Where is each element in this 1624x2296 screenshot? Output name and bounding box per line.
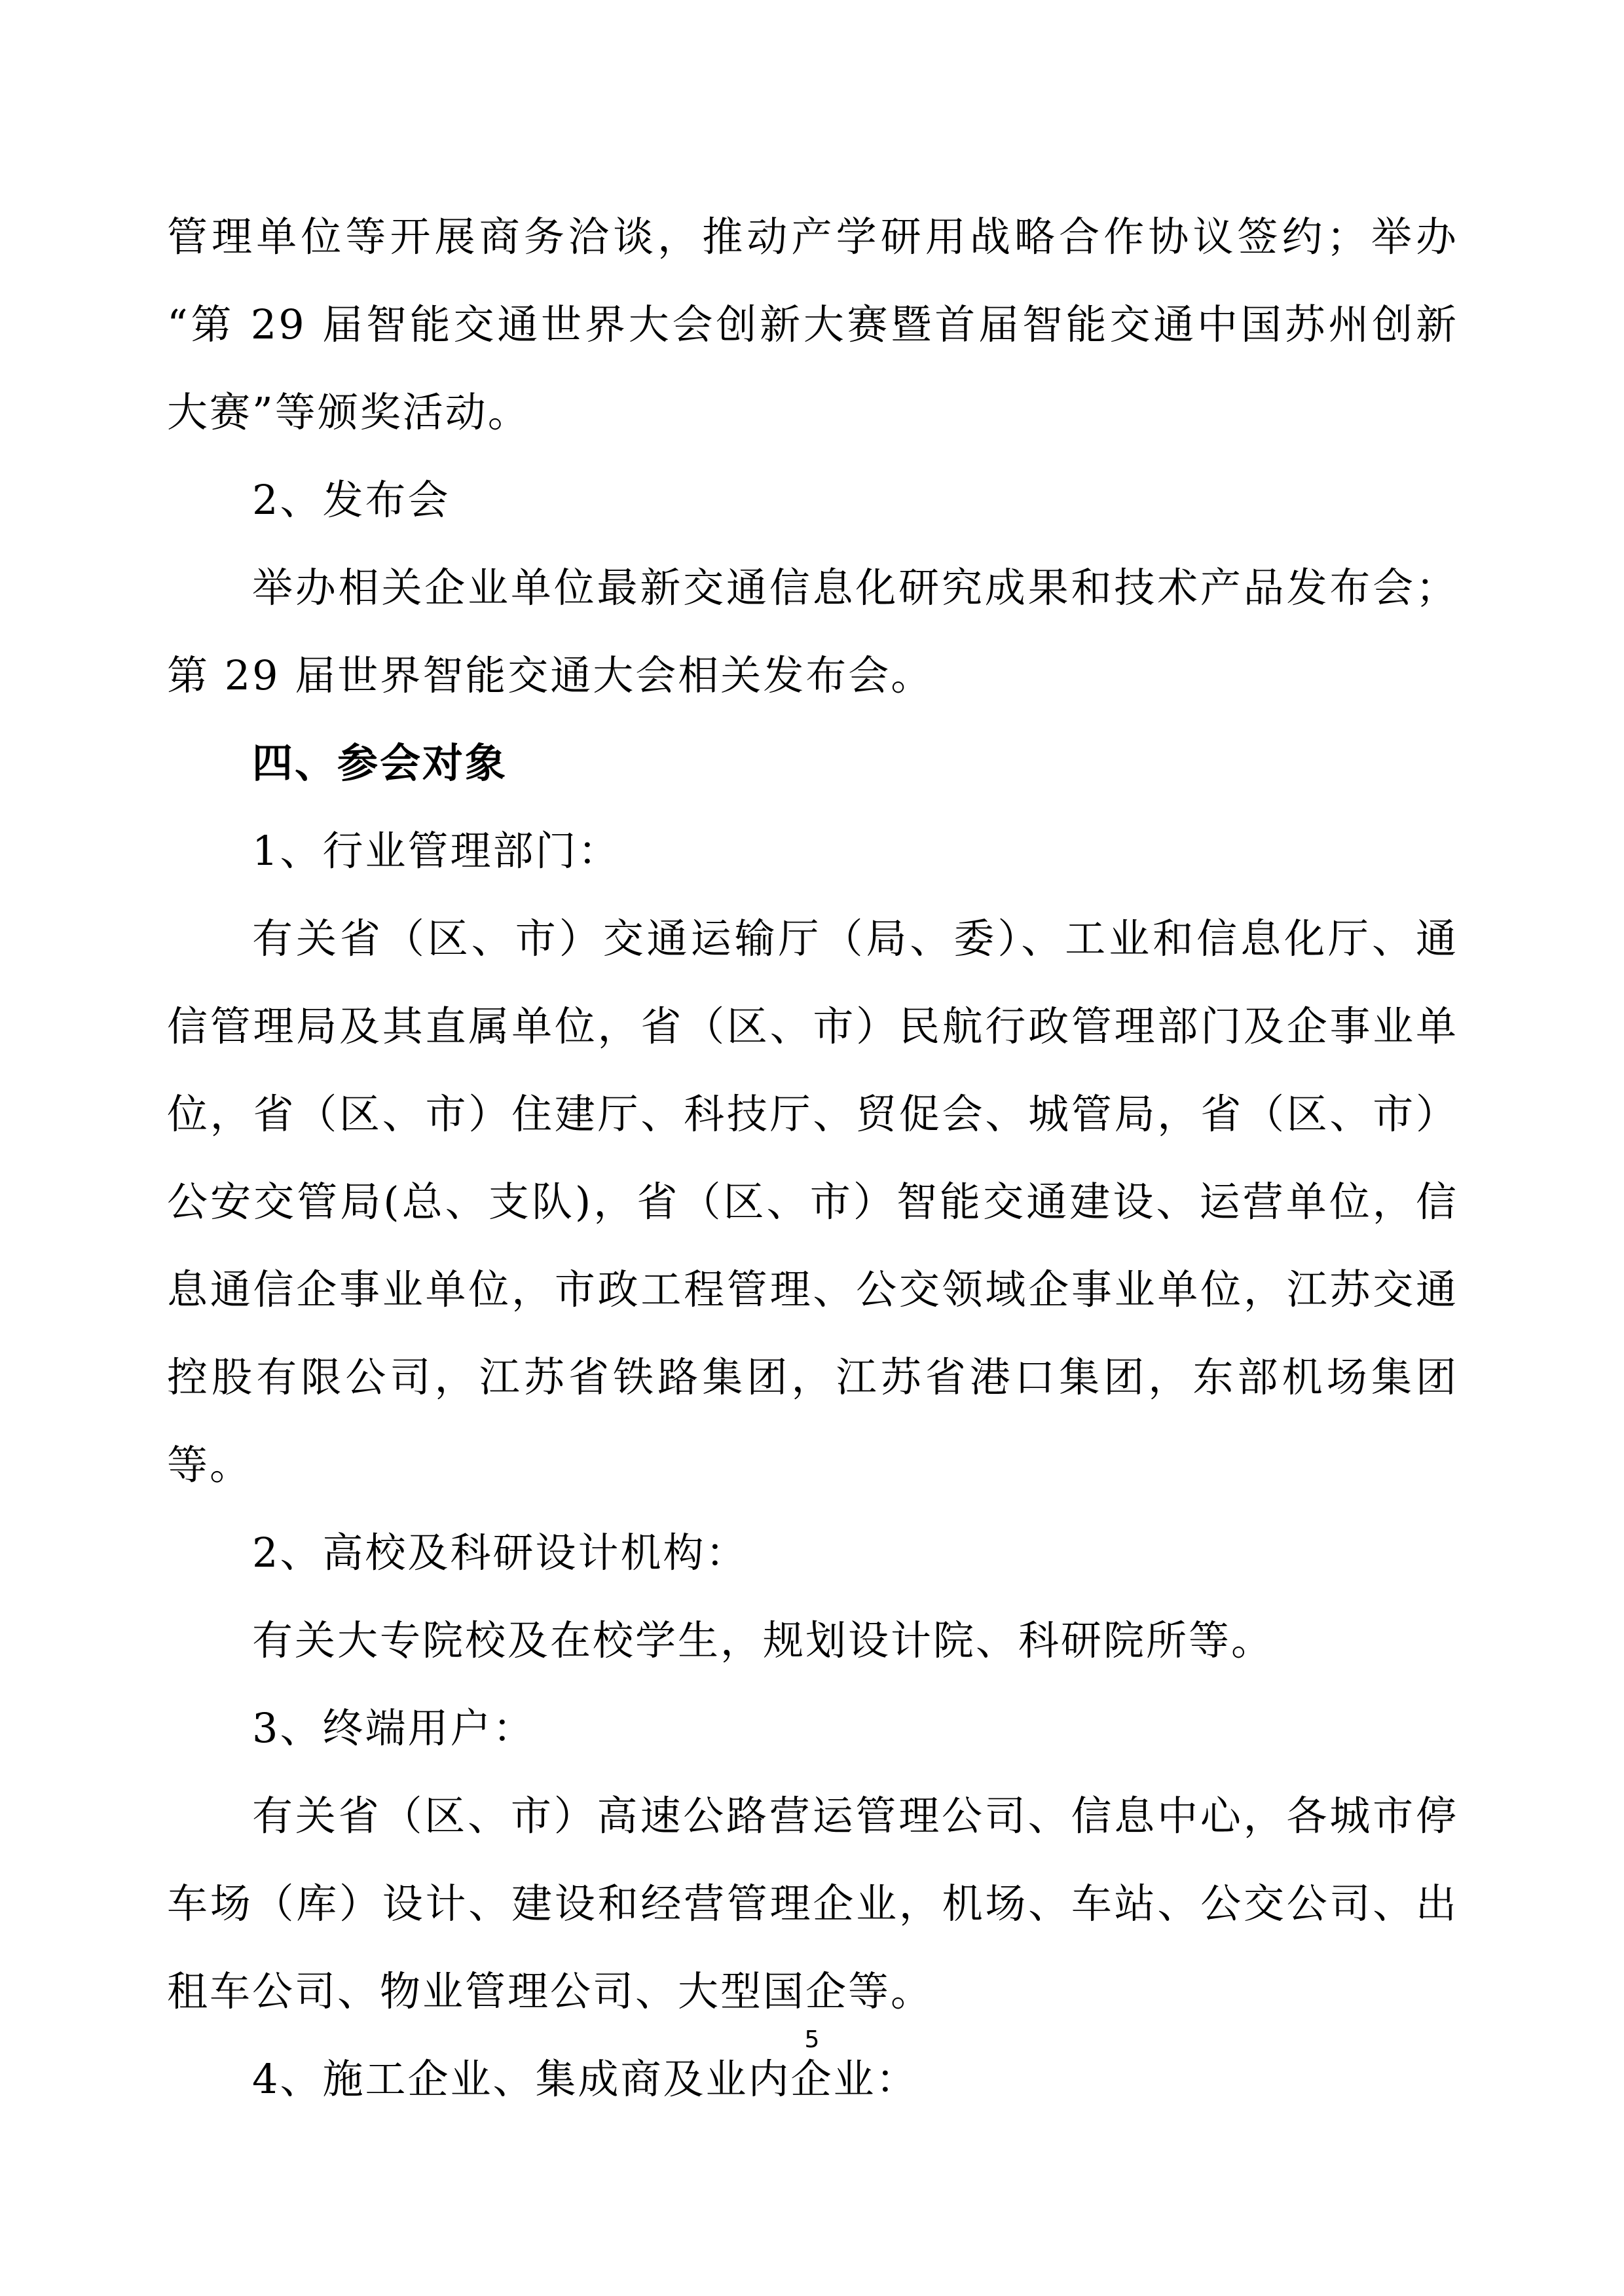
- section-heading: 四、参会对象: [252, 739, 508, 787]
- body-paragraph: 有关省（区、市）高速公路营运管理公司、信息中心，各城市停车场（库）设计、建设和经营管理企业，机场、车站、公交公司、出租车公司、物业管理公司、大型国企等。: [167, 1792, 1458, 2015]
- body-paragraph: 有关大专院校及在校学生，规划设计院、科研院所等。: [252, 1616, 1274, 1664]
- body-paragraph: 4、施工企业、集成商及业内企业：: [252, 2055, 919, 2103]
- body-paragraph: 举办相关企业单位最新交通信息化研究成果和技术产品发布会；第 29 届世界智能交通大会相关发布会。: [167, 564, 1458, 699]
- body-paragraph: 管理单位等开展商务洽谈，推动产学研用战略合作协议签约；举办“第 29 届智能交通世界大会创新大赛暨首届智能交通中国苏州创新大赛”等颁奖活动。: [167, 213, 1458, 436]
- body-paragraph: 2、高校及科研设计机构：: [252, 1529, 748, 1576]
- document-body: [167, 193, 1458, 2123]
- page-number: 5: [804, 2026, 820, 2053]
- body-paragraph: 2、发布会: [252, 476, 451, 524]
- body-paragraph: 1、行业管理部门：: [252, 827, 621, 875]
- body-paragraph: 3、终端用户：: [252, 1704, 536, 1752]
- body-paragraph: 有关省（区、市）交通运输厅（局、委）、工业和信息化厅、通信管理局及其直属单位，省（区、市）民航行政管理部门及企事业单位，省（区、市）住建厅、科技厅、贸促会、城管局，省（区、市）公安交管局(总、支队)，省（区、市）智能交通建设、运营单位，信息通信企事业单位，市政工程管理、公交领域企事业单位，江苏交通控股有限公司，江苏省铁路集团，江苏省港口集团，东部机场集团等。: [167, 915, 1458, 1489]
